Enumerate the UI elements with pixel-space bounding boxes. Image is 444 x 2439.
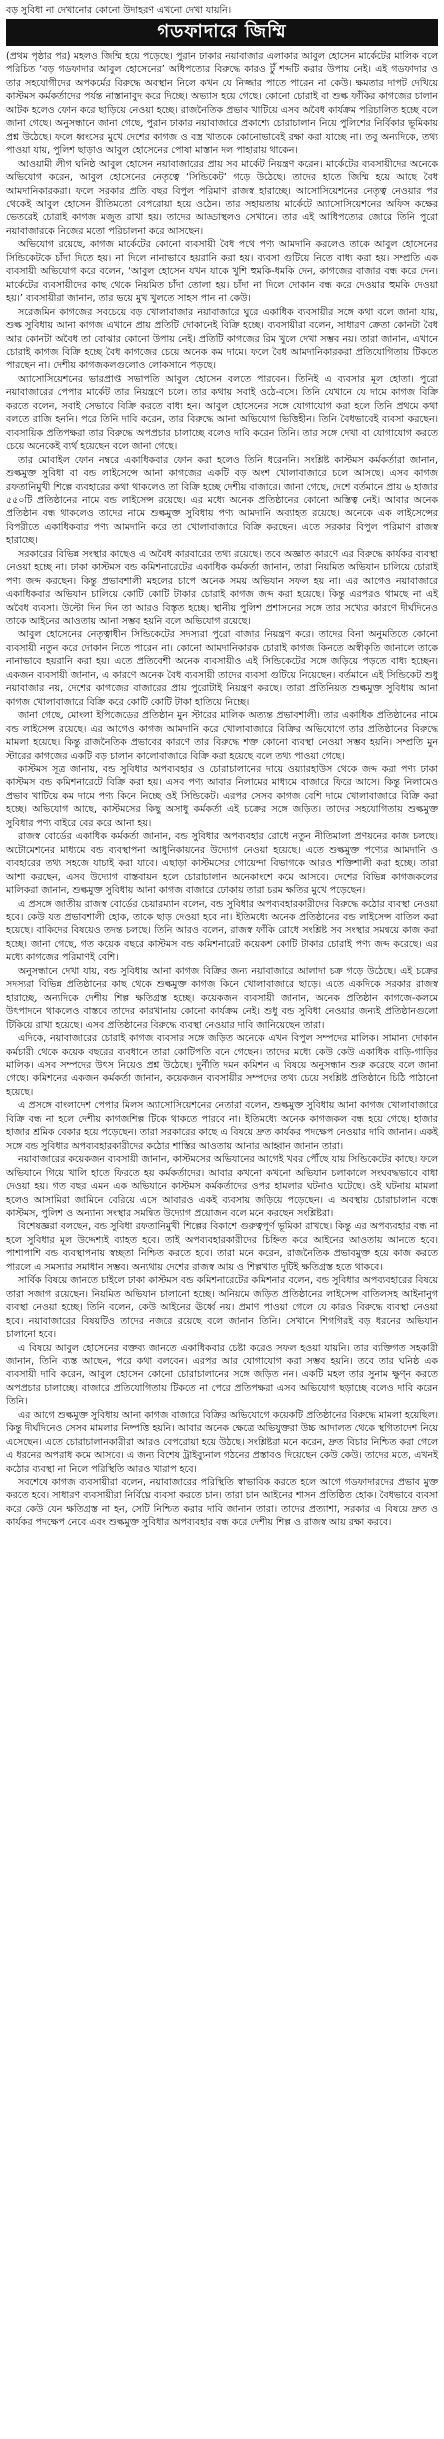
headline-banner (6, 19, 438, 46)
article-paragraph: অভিযোগ রয়েছে, কাগজ মার্কেটের কোনো ব্যবসায়ী বৈধ পথে পণ্য আমদানি করলেও তাকে আবুল হোসেনের সিন্ডিকেটকে চাঁদা দিতে হয়। না দিলে নানাভাবে হয়রানি করা হয়। ব্যবসা গুটিয়ে নিতে বাধ্য করা হয়। সম্প্রতি এক ব্যবসায়ী অভিযোগ করে বলেন, ‘আবুল হোসেন যখন যাকে খুশি হুমকি-ধমকি দেন, কাগজের বাজার বন্ধ করে দেন। মার্কেটের ব্যবসায়ীদের কাছ থেকে নিয়মিত চাঁদা তোলা হয়। চাঁদা না দিলে দোকান বন্ধ করে দেওয়ার হুমকি দেওয়া হয়।’ ব্যবসায়ীরা জানান, তার ভয়ে মুখ খুলতে সাহস পান না কেউ। (6, 239, 438, 305)
article-paragraph: আওয়ামী লীগ ঘনিষ্ঠ আবুল হোসেন নয়াবাজারের প্রায় সব মার্কেট নিয়ন্ত্রণ করেন। মার্কেটের ব্যবসায়ীদের অনেকে অভিযোগ করেন, আবুল হোসেনের নেতৃত্বে ‘সিন্ডিকেট’ গড়ে উঠেছে। তাদের হাতে জিম্মি হয়ে আছে বৈধ আমদানিকারকরা। ফলে সরকার প্রতি বছর বিপুল পরিমাণ রাজস্ব হারাচ্ছে। আসোসিয়েশনের নেতৃত্ব নেওয়ার পর থেকেই আবুল হোসেন রীতিমতো বেপরোয়া হয়ে ওঠেন। তার সহায়তায় মার্কেটে অ্যাসোসিয়েশনের অফিস কক্ষের ভেতরেই চোরাই কাগজ মজুত রাখা হয়। তাদের আড্ডাস্থলও সেখানে। তার এই আধিপত্যের জোরে তিনি পুরো নয়াবাজারকে নিজের মতো পরিচালনা করে আসছেন। (6, 158, 438, 237)
article-paragraph: এ বিষয়ে আবুল হোসেনের বক্তব্য জানতে একাধিকবার চেষ্টা করেও সফল হওয়া যায়নি। তার ব্যক্তিগত সহকারী জানান, তিনি ব্যস্ত আছেন, পরে কথা বলবেন। এরপর আর যোগাযোগ করা সম্ভব হয়নি। তবে তার ঘনিষ্ঠ এক ব্যবসায়ী দাবি করেন, আবুল হোসেন কোনো চোরাচালানের সঙ্গে জড়িত নন। একটি মহল তার সুনাম ক্ষুণ্ন করতে অপপ্রচার চালাচ্ছে। বাজারে প্রতিযোগিতায় টিকতে না পেরে প্রতিপক্ষরা এসব অভিযোগ ছড়াচ্ছে বলেও দাবি করেন তিনি। (6, 1342, 438, 1408)
article-paragraph: এদিকে, নয়াবাজারের চোরাই কাগজ ব্যবসার সঙ্গে জড়িত অনেকে এখন বিপুল সম্পদের মালিক। সামান্য দোকান কর্মচারী থেকে কয়েক বছরের ব্যবধানে তারা কোটিপতি বনে গেছেন। তাদের মধ্যে কেউ কেউ একাধিক বাড়ি-গাড়ির মালিক। এসব সম্পদের উৎস নিয়েও প্রশ্ন উঠেছে। দুর্নীতি দমন কমিশন এ বিষয়ে অনুসন্ধান শুরু করেছে বলে জানা গেছে। কমিশনের একজন কর্মকর্তা জানান, কয়েকজন ব্যবসায়ীর সম্পদের তথ্য চেয়ে সংশ্লিষ্ট প্রতিষ্ঠানে চিঠি পাঠানো হয়েছে। (6, 1033, 438, 1098)
article-paragraph: তার মোবাইল ফোন নম্বরে একাধিকবার ফোন করা হলেও তিনি ধরেননি। সংশ্লিষ্ট কাস্টমস কর্মকর্তারা জানান, শুল্কমুক্ত সুবিধা বা বন্ড লাইসেন্সে আনা কাগজের একটি বড় অংশ খোলাবাজারে চলে আসছে। এসব কাগজ রফতানিমুখী শিল্পে ব্যবহারের কথা থাকলেও তা বিক্রি হচ্ছে দেশীয় বাজারে। জানা গেছে, দেশে বর্তমানে প্রায় ৬ হাজার ৫৫০টি প্রতিষ্ঠানের নামে বন্ড লাইসেন্স রয়েছে। এর মধ্যে অনেক প্রতিষ্ঠানের কোনো অস্তিত্ব নেই। আবার অনেক প্রতিষ্ঠান বন্ধ থাকলেও তাদের নামে শুল্কমুক্ত সুবিধায় পণ্য আমদানি অব্যাহত রয়েছে। অনেকে এক লাইসেন্সের বিপরীতে একাধিকবার পণ্য আমদানি করে তা খোলাবাজারে বিক্রি করছেন। এতে সরকার বিপুল পরিমাণ রাজস্ব হারাচ্ছে। (6, 454, 438, 547)
article-paragraph: সবশেষে কাগজ ব্যবসায়ীরা বলেন, নয়াবাজারের পরিস্থিতি স্বাভাবিক করতে হলে আগে গডফাদারদের প্রভাব মুক্ত করতে হবে। সাধারণ ব্যবসায়ীরা নির্বিঘ্নে ব্যবসা করতে চান। তারা চান আইনের শাসন প্রতিষ্ঠিত হোক। বৈধভাবে ব্যবসা করে কেউ যেন ক্ষতিগ্রস্ত না হন, সেটি নিশ্চিত করার দাবি জানান তারা। তাদের প্রত্যাশা, সরকার এ বিষয়ে দ্রুত ও কার্যকর পদক্ষেপ নেবে এবং শুল্কমুক্ত সুবিধার অপব্যবহার বন্ধ করে দেশীয় শিল্প ও রাজস্ব আয় রক্ষা করবে। (6, 1477, 438, 1529)
article-paragraph: নয়াবাজারের কয়েকজন ব্যবসায়ী জানান, কাস্টমসের অভিযানের আগেই খবর পৌঁছে যায় সিন্ডিকেটের কাছে। ফলে অভিযানে গিয়ে খালি হাতে ফিরতে হয় কর্মকর্তাদের। আবার কখনো কখনো অভিযান চলাকালে সংঘবদ্ধভাবে বাধা দেওয়া হয়। গত বছর এমন এক অভিযানে কাস্টমস কর্মকর্তাদের ওপর হামলার ঘটনাও ঘটেছে। ওই ঘটনায় মামলা হলেও আসামিরা জামিনে বেরিয়ে এসে আবারও একই ব্যবসায় জড়িয়ে পড়েছেন। এ অবস্থায় চোরাচালান বন্ধে কাস্টমস, পুলিশ ও অন্যান্য সংস্থার সমন্বিত উদ্যোগ প্রয়োজন বলে মনে করছেন সংশ্লিষ্টরা। (6, 1154, 438, 1219)
previous-article-fragment: বড় সুবিধা না দেখানোর কোনো উদাহরণ এখনো দেখা যায়নি। (6, 5, 232, 16)
article-paragraph: সরেজমিন কাগজের সবচেয়ে বড় খোলাবাজার নয়াবাজারে ঘুরে একাধিক ব্যবসায়ীর সঙ্গে কথা বলে জানা যায়, শুল্ক সুবিধায় আনা কাগজ এখানে প্রায় প্রতিটি দোকানেই বিক্রি হচ্ছে। ব্যবসায়ীরা বলেন, সাধারণ ক্রেতা কোনটা বৈধ আর কোনটা অবৈধ তা বোঝার কোনো উপায় নেই। প্রতিটি কাগজের রিম খুলে দেখা সম্ভব নয়। তারা জানান, এখানে চোরাই কাগজ বিক্রি হচ্ছে বৈধ কাগজের চেয়ে অনেক কম দামে। ফলে বৈধ আমদানিকারকরা প্রতিযোগিতায় টিকতে পারছেন না। দেশীয় কাগজকলগুলোও লোকসানে পড়ছে। (6, 306, 438, 372)
article-paragraph: আবুল হোসেনের নেতৃত্বাধীন সিন্ডিকেটের সদস্যরা পুরো বাজার নিয়ন্ত্রণ করে। তাদের বিনা অনুমতিতে কোনো ব্যবসায়ী নতুন করে দোকান নিতে পারেন না। কোনো আমদানিকারক চোরাই কাগজ কিনতে অস্বীকৃতি জানালে তাকে নানাভাবে হয়রানি করা হয়। এতে প্রতিবেশী অনেক ব্যবসায়ীও এই সিন্ডিকেটের সঙ্গে জড়িয়ে পড়তে বাধ্য হচ্ছেন। একজন ব্যবসায়ী জানান, এ কারণে অনেক বৈধ ব্যবসায়ী তাদের ব্যবসা গুটিয়ে নিয়েছেন। বর্তমানে এই সিন্ডিকেট শুধু নয়াবাজার নয়, দেশের কাগজের বাজারের প্রায় পুরোটাই নিয়ন্ত্রণ করছে। তারা প্রতিনিয়ত শুল্কমুক্ত সুবিধায় আনা কাগজ খোলাবাজারে বিক্রি করে কোটি কোটি টাকা হাতিয়ে নিচ্ছে। (6, 629, 438, 708)
article-paragraph: রাজস্ব বোর্ডের একাধিক কর্মকর্তা জানান, বন্ড সুবিধার অপব্যবহার রোধে নতুন নীতিমালা প্রণয়নের কাজ চলছে। অটোমেশনের মাধ্যমে বন্ড ব্যবস্থাপনা আধুনিকায়নের উদ্যোগ নেওয়া হয়েছে। এতে শুল্কমুক্ত পণ্যের আমদানি ও ব্যবহারের তথ্য সহজে যাচাই করা যাবে। এছাড়া কাস্টমসের গোয়েন্দা বিভাগকে আরও শক্তিশালী করা হচ্ছে। তারা আশা করছেন, এসব উদ্যোগ বাস্তবায়ন হলে চোরাচালান অনেকাংশে কমে আসবে। দেশের বিভিন্ন কাগজকলের মালিকরা জানান, শুল্কমুক্ত সুবিধায় আনা কাগজ বাজারে ঢোকায় তারা চরম ক্ষতির মুখে পড়েছেন। (6, 831, 438, 897)
article-paragraph: এ প্রসঙ্গে জাতীয় রাজস্ব বোর্ডের চেয়ারম্যান বলেন, বন্ড সুবিধার অপব্যবহারকারীদের বিরুদ্ধে কঠোর ব্যবস্থা নেওয়া হবে। কেউ যত প্রভাবশালী হোক, তাকে ছাড় দেওয়া হবে না। ইতিমধ্যে অনেক প্রতিষ্ঠানের বন্ড লাইসেন্স বাতিল করা হয়েছে। বাকিদের বিষয়েও তদন্ত চলছে। তিনি আরও বলেন, রাজস্ব ফাঁকি রোধে সংশ্লিষ্ট সব সংস্থার সমন্বয়ে কাজ করা হচ্ছে। জানা গেছে, গত কয়েক বছরে কাস্টমস বন্ড কমিশনারেট কয়েকশ কোটি টাকার চোরাই পণ্য জব্দ করেছে। এর মধ্যে কাগজের পরিমাণই বেশি। (6, 898, 438, 964)
article-paragraph: সরকারের বিভিন্ন সংস্থার কাছেও এ অবৈধ কারবারের তথ্য রয়েছে। তবে অজ্ঞাত কারণে এর বিরুদ্ধে কার্যকর ব্যবস্থা নেওয়া হচ্ছে না। ঢাকা কাস্টমস বন্ড কমিশনারেটের একাধিক কর্মকর্তা জানান, তারা নিয়মিত অভিযান চালিয়ে চোরাই পণ্য জব্দ করছেন। কিন্তু প্রভাবশালী মহলের চাপে অনেক সময় অভিযান সফল হয় না। এর আগেও নয়াবাজারে একাধিকবার অভিযান চালিয়ে কোটি কোটি টাকার চোরাই কাগজ জব্দ করা হয়েছে। কিন্তু এরপরও থামছে না এই অবৈধ ব্যবসা। উল্টো দিন দিন তা আরও বিস্তৃত হচ্ছে। স্থানীয় পুলিশ প্রশাসনের সঙ্গে তার সখ্যের কারণে দীর্ঘদিনেও তাকে আইনের আওতায় আনা সম্ভব হয়নি বলে অভিযোগ রয়েছে। (6, 548, 438, 628)
article-paragraph: জানা গেছে, মোংলা ইপিজেডের প্রতিষ্ঠান মুন স্টারের মালিক অত্যন্ত প্রভাবশালী। তার একাধিক প্রতিষ্ঠানের নামে বন্ড লাইসেন্স রয়েছে। এর আগেও কাগজ আমদানি করে খোলাবাজারে বিক্রির অভিযোগে তার প্রতিষ্ঠানের বিরুদ্ধে মামলা হয়েছে। কিন্তু রাজনৈতিক প্রভাবের কারণে তার বিরুদ্ধে শক্ত কোনো ব্যবস্থা নেওয়া সম্ভব হয়নি। সম্প্রতি মুন স্টারের কাগজের একটি বড় চালান কালোবাজারে বিক্রি করা হয়েছে বলে তথ্য পাওয়া গেছে। (6, 710, 438, 762)
article-paragraph: কাস্টমস সূত্র জানায়, বন্ড সুবিধার অপব্যবহার ও চোরাচালানের দায়ে ওয়্যারহাউস থেকে জব্দ করা পণ্য ঢাকা কাস্টমস বন্ড কমিশনারেটে বিক্রি করা হয়। এসব পণ্য আবার নিলামের মাধ্যমে বাজারে ফিরে আসে। কিন্তু নিলামেও প্রভাব খাটিয়ে কম দামে পণ্য কিনে নিচ্ছে ওই সিন্ডিকেট। এরপর সেসব কাগজ বেশি দামে খোলাবাজারে বিক্রি করা হচ্ছে। অভিযোগ আছে, কাস্টমসের কিছু অসাধু কর্মকর্তা এই চক্রের সঙ্গে জড়িত। তাদের সহযোগিতায় শুল্কমুক্ত সুবিধার পণ্য বাইরে বের করে আনা হয়। (6, 764, 438, 829)
article-paragraph: অনুসন্ধানে দেখা যায়, বন্ড সুবিধায় আনা কাগজ বিক্রির জন্য নয়াবাজারে আলাদা চক্র গড়ে উঠেছে। এই চক্রের সদস্যরা বিভিন্ন প্রতিষ্ঠানের কাছ থেকে শুল্কমুক্ত কাগজ কিনে খোলাবাজারে ছাড়ে। এতে একদিকে সরকার রাজস্ব হারাচ্ছে, অন্যদিকে দেশীয় শিল্প ক্ষতিগ্রস্ত হচ্ছে। কয়েকজন ব্যবসায়ী জানান, অনেক প্রতিষ্ঠান কাগজে-কলমে উৎপাদনে থাকলেও বাস্তবে তাদের কারখানায় কোনো কার্যক্রম নেই। শুধু বন্ড সুবিধা নেওয়ার জন্যই প্রতিষ্ঠানগুলো টিকিয়ে রাখা হয়েছে। এসব প্রতিষ্ঠানের বিরুদ্ধে ব্যবস্থা নেওয়ার দাবি জানিয়েছেন তারা। (6, 965, 438, 1031)
article-paragraph: (প্রথম পৃষ্ঠার পর) মহলও জিম্মি হয়ে পড়েছে। পুরান ঢাকার নয়াবাজার এলাকার আবুল হোসেন মার্কেটের মালিক বলে পরিচিত ‘বড় গডফাদার আবুল হোসেনের’ অধিপত্যের বিরুদ্ধে কারও টুঁ শব্দটি করার উপায় নেই। এই গডফাদার ও তার সহযোগীদের অপকর্মের বিরুদ্ধে অবস্থান নিলে কখন যে নিজ্জার পাতে পারেন না কেউ। ক্ষমতার দাপট দেখিয়ে কাস্টমস কর্মকর্তাদের পর্যন্ত নাস্তানাবুদ করে দিচ্ছে। অভ্যাস হয়ে গেছে। কোনো চোরাই বা শুল্ক ফাঁকির কাগজের চালান আটক হলেও ফোন করে ছাড়িয়ে নেওয়া হচ্ছে। রাজনৈতিক প্রভাব খাটিয়ে এসব অবৈধ কার্যক্রম পরিচালিত হচ্ছে বলে জানা গেছে। অনুসন্ধানে জানা গেছে, পুরান ঢাকার নয়াবাজারে প্রকাশ্যে চোরাচালান নিয়ে পুলিশের নির্বিকার ভূমিকায় প্রশ্ন উঠেছে। ফলে ধ্বংসের মুখে দেশের কাগজ ও বস্ত্র খাতকে কোনোভাবেই রক্ষা করা যাচ্ছে না। তবু অন্যদিকে, তথ্য পাওয়া যায়, পুলিশ ছাড়াও আবুল হোসেনের পোষা মাস্তান দল পাহারায় থাকেন। (6, 51, 438, 157)
article-paragraph: এর আগে শুল্কমুক্ত সুবিধায় আনা কাগজ বাজারে বিক্রির অভিযোগে কয়েকটি প্রতিষ্ঠানের বিরুদ্ধে মামলা হয়েছিল। কিন্তু দীর্ঘদিনেও সেসব মামলার নিষ্পত্তি হয়নি। আবার অনেক ক্ষেত্রে অভিযুক্তরা উচ্চ আদালত থেকে স্থগিতাদেশ নিয়ে এসেছেন। এতে চোরাচালানকারীরা আরও বেপরোয়া হয়ে উঠছে। সংশ্লিষ্টরা মনে করেন, দ্রুত বিচার নিশ্চিত করা গেলে এ ধরনের অপরাধ কমে আসবে। এ জন্য বিশেষ ট্রাইব্যুনাল গঠনের প্রস্তাবও দিয়েছেন কেউ কেউ। তাদের মতে, এখনই কঠোর ব্যবস্থা না নিলে পরিস্থিতি আরও খারাপ হবে। (6, 1409, 438, 1475)
article-body (6, 50, 438, 1530)
article-paragraph: এ প্রসঙ্গে বাংলাদেশ পেপার মিলস অ্যাসোসিয়েশনের নেতারা বলেন, শুল্কমুক্ত সুবিধায় আনা কাগজ খোলাবাজারে বিক্রি বন্ধ না হলে দেশীয় কাগজশিল্প টিকে থাকতে পারবে না। ইতিমধ্যে অনেক কাগজকল বন্ধ হয়ে গেছে। হাজার হাজার শ্রমিক বেকার হয়ে পড়েছেন। তারা সরকারের কাছে এ বিষয়ে দ্রুত কার্যকর পদক্ষেপ নেওয়ার দাবি জানান। একই সঙ্গে বন্ড সুবিধার অপব্যবহারকারীদের কঠোর শাস্তির আওতায় আনার আহ্বান জানান তারা। (6, 1100, 439, 1152)
article-paragraph: অ্যাসোসিয়েশনের ভারপ্রাপ্ত সভাপতি আবুল হোসেন বলতে পারবেন। তিনিই এ ব্যবসার মূল হোতা। পুরো নয়াবাজারের পেপার মার্কেট তার নিয়ন্ত্রণে চলে। তার কথায় সবাই ওঠে-বসে। তিনি যেখানে যে দামে কাগজ বিক্রি করতে বলেন, সবাই সেভাবে বিক্রি করতে বাধ্য হন। আবুল হোসেনের সঙ্গে যোগাযোগ করা হলে তিনি প্রথমে কথা বলতে রাজি হননি। পরে তিনি দাবি করেন, তার বিরুদ্ধে আনা অভিযোগ ভিত্তিহীন। তিনি বৈধভাবেই ব্যবসা করছেন। ব্যবসায়িক প্রতিপক্ষরা তার বিরুদ্ধে অপপ্রচার চালাচ্ছে বলেও দাবি করেন তিনি। তার সঙ্গে দেখা বা যোগাযোগ করতে চেয়ে অনেকেই ব্যর্থ হয়েছেন বলে জানা গেছে। (6, 373, 438, 453)
article-paragraph: বিশেষজ্ঞরা বলছেন, বন্ড সুবিধা রফতানিমুখী শিল্পের বিকাশে গুরুত্বপূর্ণ ভূমিকা রাখছে। কিন্তু এর অপব্যবহার বন্ধ না হলে সুবিধার মূল উদ্দেশ্যই ব্যাহত হবে। তাই অপব্যবহারকারীদের চিহ্নিত করে আইনের আওতায় আনতে হবে। পাশাপাশি বন্ড ব্যবস্থাপনায় স্বচ্ছতা নিশ্চিত করতে হবে। তারা মনে করেন, রাজনৈতিক প্রভাবমুক্ত হয়ে কাজ করতে পারলে এ সমস্যার সমাধান সম্ভব। অন্যথায় দেশের রাজস্ব আয় ও শিল্পখাত দুটিই ক্ষতিগ্রস্ত হতে থাকবে। (6, 1221, 438, 1273)
article-paragraph: সার্বিক বিষয়ে জানতে চাইলে ঢাকা কাস্টমস বন্ড কমিশনারেটের কমিশনার বলেন, বন্ড সুবিধার অপব্যবহারের বিষয়ে তারা সজাগ রয়েছেন। নিয়মিত অভিযান চালানো হচ্ছে। অনিয়মে জড়িত প্রতিষ্ঠানের লাইসেন্স বাতিলসহ আইনানুগ ব্যবস্থা নেওয়া হচ্ছে। তিনি বলেন, কেউ আইনের ঊর্ধ্বে নয়। প্রমাণ পাওয়া গেলে যে কারও বিরুদ্ধে ব্যবস্থা নেওয়া হবে। নয়াবাজারের বিষয়টিও তাদের নজরে রয়েছে বলে জানান তিনি। সেখানে শিগগিরই বড় ধরনের অভিযান চালানো হবে। (6, 1275, 438, 1341)
headline: গডফাদারে জিম্মি (157, 21, 287, 42)
